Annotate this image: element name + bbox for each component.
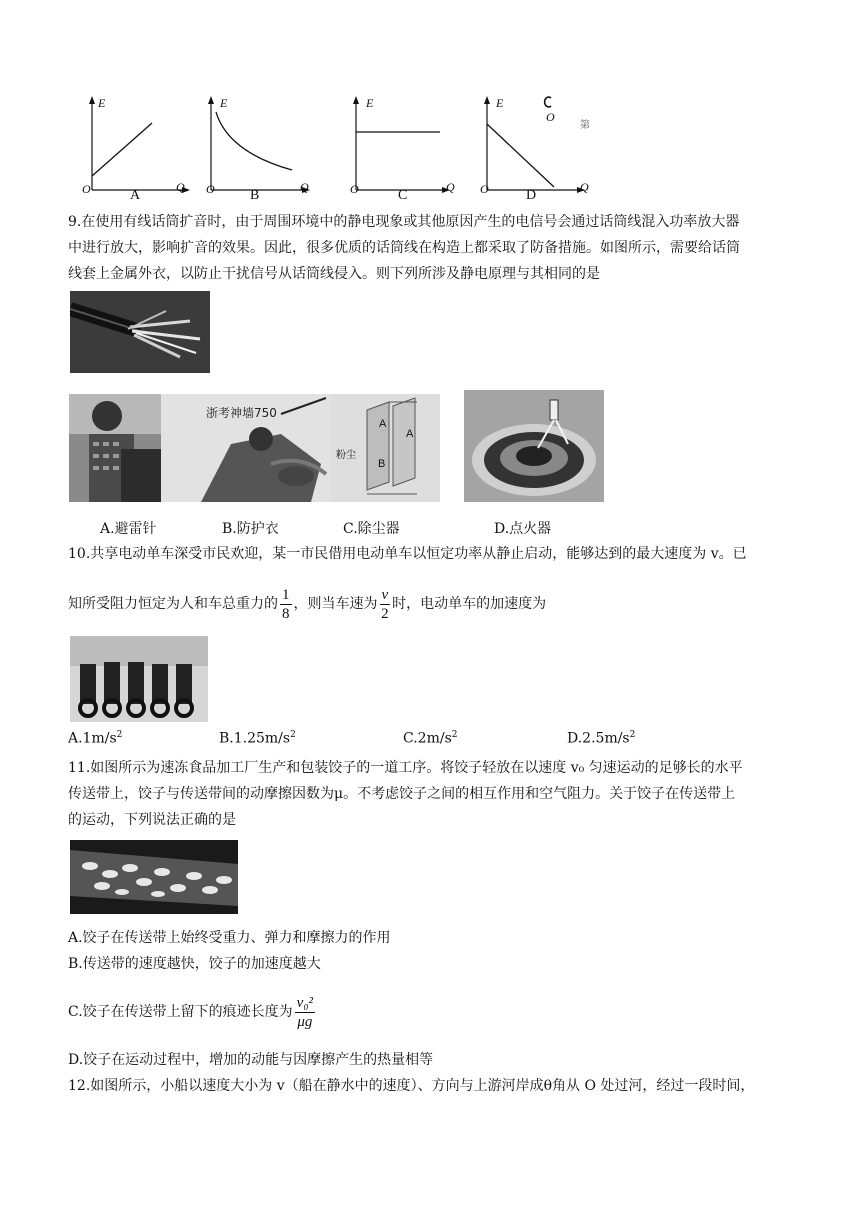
q10-line2-part-b: ，则当车速为 (293, 596, 378, 612)
q10-option-a (68, 730, 122, 747)
q10-option-c (403, 730, 457, 747)
option-label: B.1.25m/s (219, 730, 291, 747)
graph-d-extra-mark: 第 (580, 120, 590, 131)
q11-option-c-text: C.饺子在传送带上留下的痕迹长度为 (68, 1004, 293, 1020)
graph-d-extra-origin: O (546, 110, 555, 124)
graph-d-origin: O (480, 182, 489, 196)
q11-option-b: B.传送带的速度越快，饺子的加速度越大 (68, 956, 321, 972)
fraction-denominator: 2 (381, 605, 389, 622)
q9-option-c: C.除尘器 (343, 521, 400, 537)
graph-b-axis-e: E (220, 96, 228, 110)
q11-line2: 传送带上，饺子与传送带间的动摩擦因数为μ。不考虑饺子之间的相互作用和空气阻力。关于饺子在传送带上 (68, 786, 736, 802)
fraction-numerator: 1 (282, 586, 290, 603)
fraction-numerator: v (381, 586, 389, 603)
q9-line2: 中进行放大，影响扩音的效果。因此，很多优质的话筒线在构造上都采取了防备措施。如图所示，需要给话筒 (68, 240, 740, 256)
graph-a-origin: O (82, 182, 91, 196)
q10-option-b (219, 730, 296, 747)
q9-option-b: B.防护衣 (222, 521, 279, 537)
one-eighth-fraction (280, 586, 292, 623)
graph-a-axis-q: Q (176, 180, 185, 194)
half-v-fraction (380, 586, 391, 623)
q12-line1: 12.如图所示，小船以速度大小为 v（船在静水中的速度）、方向与上游河岸成θ角从 O 处过河，经过一段时间， (68, 1078, 755, 1094)
q10-line2-part-a: 知所受阻力恒定为人和车总重力的 (68, 596, 278, 612)
fraction-numerator: v₀² (296, 994, 314, 1011)
igniter-photo (464, 390, 604, 502)
cable-photo (70, 291, 210, 373)
q10-line2 (68, 584, 546, 624)
q9-option-a: A.避雷针 (100, 521, 157, 537)
plate-a-label: A (379, 418, 387, 430)
graph-b-origin: O (206, 182, 215, 196)
dumpling-conveyor-photo (70, 840, 238, 914)
graph-d-axis-e: E (496, 96, 504, 110)
trace-length-fraction (295, 994, 315, 1031)
option-sup: 2 (116, 730, 123, 740)
q11-option-d: D.饺子在运动过程中，增加的动能与因摩擦产生的热量相等 (68, 1052, 434, 1068)
option-sup: 2 (629, 730, 636, 740)
graph-d-letter: D (526, 188, 537, 203)
graph-a-letter: A (130, 188, 141, 203)
graph-c-letter: C (398, 188, 408, 203)
graph-b-letter: B (250, 188, 260, 203)
option-sup: 2 (451, 730, 458, 740)
q10-option-d (567, 730, 635, 747)
q10-line1: 10.共享电动单车深受市民欢迎，某一市民借用电动单车以恒定功率从静止启动，能够达到的最大速度为 v。已 (68, 546, 747, 562)
e-bikes-photo (70, 636, 208, 722)
lightning-rod-photo (69, 394, 161, 502)
fraction-denominator: μg (297, 1013, 313, 1030)
q11-line1: 11.如图所示为速冻食品加工厂生产和包装饺子的一道工序。将饺子轻放在以速度 v₀ 匀速运动的足够长的水平 (68, 760, 743, 776)
option-sup: 2 (290, 730, 296, 740)
q10-line2-part-c: 时，电动单车的加速度为 (392, 596, 547, 612)
graph-c-origin: O (350, 182, 359, 196)
graph-c-axis-e: E (366, 96, 374, 110)
q9-line3: 线套上金属外衣，以防止干扰信号从话筒线侵入。则下列所涉及静电原理与其相同的是 (68, 266, 600, 282)
q9-option-d: D.点火器 (494, 521, 552, 537)
q11-option-c (68, 990, 317, 1034)
fraction-denominator: 8 (282, 605, 290, 622)
option-label: C.2m/s (403, 730, 452, 747)
graph-d-axis-q: Q (580, 180, 589, 194)
graph-a-axis-e: E (98, 96, 106, 110)
plate-b-label: B (378, 458, 386, 470)
plate-a2-label: A (406, 428, 414, 440)
option-label: D.2.5m/s (567, 730, 630, 747)
wall-caption: 浙考神墙750 (206, 406, 277, 420)
q9-line1: 9.在使用有线话筒扩音时，由于周围环境中的静电现象或其他原因产生的电信号会通过话筒线混入功率放大器 (68, 214, 740, 230)
graph-c-axis-q: Q (446, 180, 455, 194)
option-label: A.1m/s (68, 730, 117, 747)
q11-line3: 的运动，下列说法正确的是 (68, 812, 236, 828)
dust-label: 粉尘 (336, 450, 356, 461)
graph-b-axis-q: Q (300, 180, 309, 194)
q11-option-a: A.饺子在传送带上始终受重力、弹力和摩擦力的作用 (68, 930, 391, 946)
